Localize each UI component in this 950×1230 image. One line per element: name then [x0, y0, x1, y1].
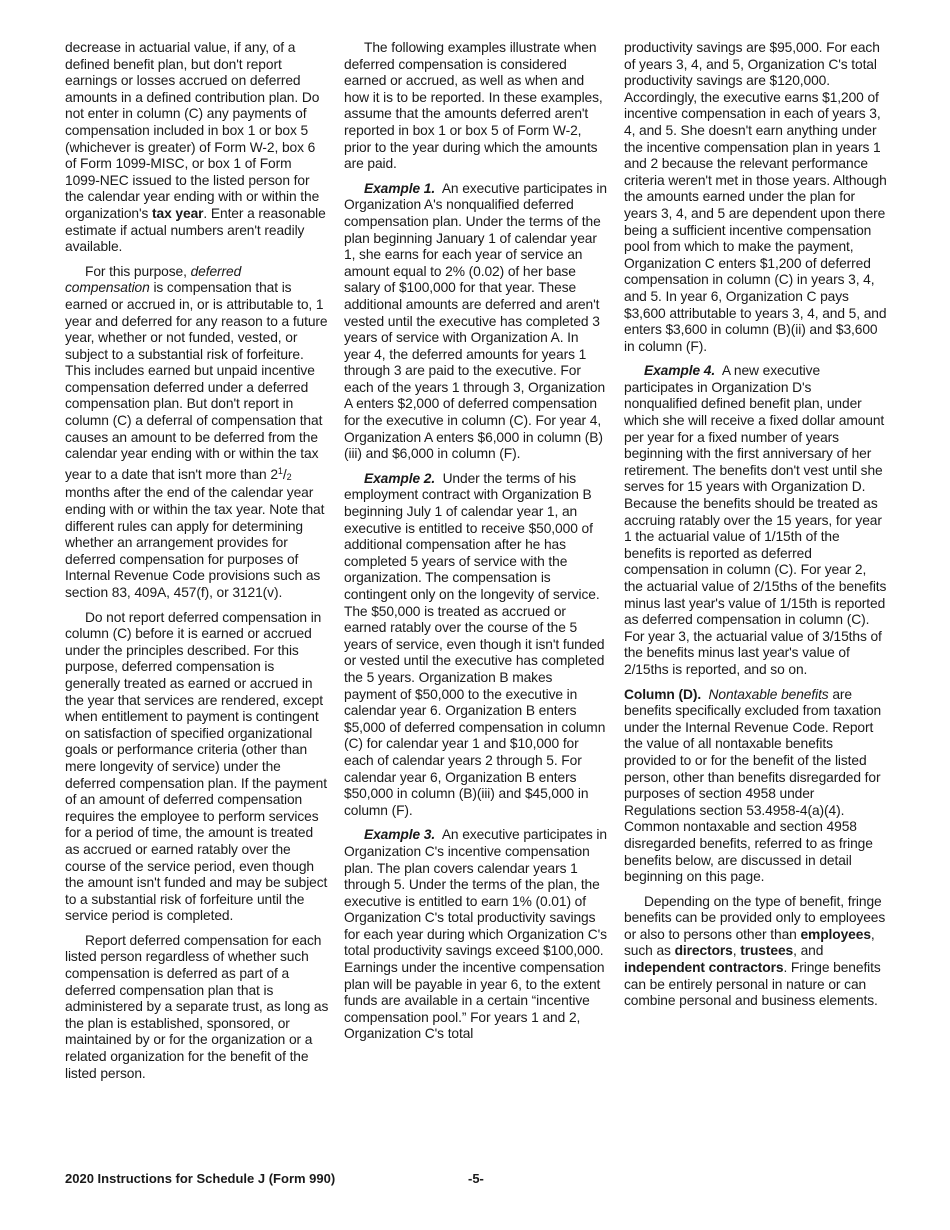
text: is compensation that is earned or accrued in, or is attributable to, 1 year and deferred for any reason to a future year, whether or not funded, vested, or subject to a substantial risk of forfeiture. This includes earned but unpaid incentive compensation deferred under a deferred compensation plan. But don't report in column (C) a deferral of compensation that causes an amount to be deferred from the calendar year ending with or within the tax year to a date that isn't more than 2: [65, 280, 328, 482]
column-d-heading: Column (D).: [624, 686, 702, 702]
paragraph-examples-intro: The following examples illustrate when deferred compensation is considered earned or accrued, as well as when and how it is to be reported. In these examples, assume that the amounts deferred aren't reported in box 1 or box 5 of Form W-2, prior to the year during which the amounts are paid.: [344, 40, 603, 172]
text: Under the terms of his employment contract with Organization B beginning July 1 of calendar year 1, an executive is entitled to receive $50,000 of additional compensation after he has completed 5 years of service with the organization. The compensation is contingent only on the longevity of service. The $50,000 is treated as accrued or earned ratably over the course of the 5 years of service, even though it isn't funded or vested until the executive has completed the 5 years. Organization B makes payment of $50,000 to the executive in calendar year 6. Organization B enters $5,000 of deferred compensation in column (C) for calendar year 1 and $10,000 for each of calendar years 2 through 5. For calendar year 6, Organization B enters $50,000 in column (B)(iii) and $45,000 in column (F).: [344, 470, 606, 818]
example-1-label: Example 1.: [364, 180, 436, 196]
text: An executive participates in Organization A's nonqualified deferred compensation plan. Under the terms of the plan beginning January 1 of calendar year 1, she earns for each year of service an amount equal to 2% (0.02) of her base salary of $100,000 for that year. These additional amounts are deferred and aren't vested until the executive has completed 3 years of service with Organization A. In year 4, the deferred amounts for years 1 through 3 are paid to the executive. For each of the years 1 through 3, Organization A enters $2,000 of deferred compensation for the executive in column (C). For year 4, Organization A enters $6,000 in column (B)(iii) and $6,000 in column (F).: [344, 180, 607, 462]
paragraph-example-1: [344, 181, 608, 463]
text: A new executive participates in Organization D's nonqualified defined benefit plan, under which she will receive a fixed dollar amount per year for a fixed number of years beginning with the first anniversary of her retirement. The benefits don't vest until she serves for 15 years with Organization D. Because the benefits should be treated as accruing ratably over the 15 years, for year 1 the actuarial value of 1/15th of the benefits is reported as deferred compensation in column (C). For year 2, the actuarial value of 2/15ths of the benefits minus last year's value of 1/15th is reported as deferred compensation in column (C). For year 3, the actuarial value of 3/15ths of the benefits minus last year's value of 2/15ths is reported, and so on.: [624, 363, 887, 677]
paragraph-example-3-continued: productivity savings are $95,000. For each of years 3, 4, and 5, Organization C's total productivity savings are $120,000. Accordingly, the executive earns $1,200 of incentive compensation in each of years 3, 4, and 5. She doesn't earn anything under the incentive compensation plan in years 1 and 2 because the relevant performance criteria weren't met in those years. Although the amounts earned under the plan for years 3, 4, and 5 are dependent upon there being a sufficient incentive compensation pool from which to make the payment, Organization C enters $1,200 of deferred compensation in column (C) in years 3, 4, and 5. In year 6, Organization C pays $3,600 attributable to years 3, 4, and 5, and enters $3,600 in column (B)(ii) and $3,600 in column (F).: [624, 40, 887, 354]
text: decrease in actuarial value, if any, of a defined benefit plan, but don't report earnings or losses accrued on deferred amounts in a defined contribution plan. Do not enter in column (C) any payments of compensation included in box 1 or box 5 (whichever is greater) of Form W-2, box 6 of Form 1099-MISC, or box 1 of Form 1099-NEC issued to the listed person for the calendar year ending with or within the organization's: [65, 40, 320, 221]
fraction-denominator: 2: [286, 471, 292, 482]
text: An executive participates in Organization C's incentive compensation plan. The plan covers calendar years 1 through 5. Under the terms of the plan, the executive is entitled to earn 1% (0.01) of Organization C's total productivity savings for each year during which Organization C's total productivity savings exceed $100,000. Earnings under the incentive compensation plan will be payable in year 6, to the extent funds are available in a certain “incentive compensation pool.” For years 1 and 2, Organization C's total: [344, 827, 607, 1042]
text: Depending on the type of benefit, fringe benefits can be provided only to employees or also to persons other than: [624, 893, 886, 942]
text: For this purpose,: [85, 263, 187, 279]
example-4-label: Example 4.: [644, 363, 716, 379]
column-3: [624, 40, 888, 1018]
paragraph-fringe-benefits: [624, 894, 888, 1010]
paragraph-do-not-report: Do not report deferred compensation in column (C) before it is earned or accrued under the principles described. For this purpose, deferred compensation is generally treated as earned or accrued in the year that services are rendered, except when entitlement to payment is contingent on satisfaction of specified organizational goals or performance criteria (other than mere longevity of service) under the deferred compensation plan. If the payment of an amount of deferred compensation requires the employee to perform services for a period of time, the amount is treated as accrued or earned ratably over the course of the service period, even though the amount isn't funded and may be subject to a substantial risk of forfeiture until the service period is completed.: [65, 609, 328, 924]
paragraph-deferred-definition: [65, 264, 329, 602]
fraction-numerator: 1: [277, 465, 283, 476]
paragraph-column-d: [624, 687, 888, 886]
term-independent-contractors: independent contractors: [624, 960, 784, 976]
example-2-label: Example 2.: [364, 470, 436, 486]
page-number: -5-: [468, 1171, 484, 1186]
term-deferred-compensation: deferred compensation: [65, 263, 242, 296]
term-directors: directors: [674, 943, 733, 959]
text: . Enter a reasonable estimate if actual numbers aren't readily available.: [65, 205, 326, 255]
paragraph-example-3: [344, 827, 608, 1043]
example-3-label: Example 3.: [364, 827, 436, 843]
term-trustees: trustees: [740, 943, 794, 959]
text: , and: [793, 943, 824, 959]
paragraph-example-2: [344, 471, 608, 819]
paragraph-report-deferred: Report deferred compensation for each listed person regardless of whether such compensation is deferred as part of a deferred compensation plan that is administered by a separate trust, as long as the plan is established, sponsored, or maintained by or for the organization or a related organization for the benefit of the listed person.: [65, 932, 329, 1081]
term-tax-year: tax year: [152, 205, 204, 221]
paragraph-deferred-intro: [65, 40, 329, 256]
term-employees: employees: [800, 926, 871, 942]
column-2: [344, 40, 608, 1051]
column-1: [65, 40, 329, 1090]
text: , such as: [624, 926, 875, 959]
text: ,: [732, 943, 737, 959]
paragraph-example-4: [624, 363, 888, 678]
text: . Fringe benefits can be entirely personal in nature or can combine personal and business elements.: [624, 960, 881, 1009]
term-nontaxable-benefits: Nontaxable benefits: [708, 686, 829, 702]
footer-title: 2020 Instructions for Schedule J (Form 990): [65, 1171, 336, 1186]
text: months after the end of the calendar year ending with or within the tax year. Note that different rules can apply for determining whether an arrangement provides for deferred compensation for purposes of Internal Revenue Code provisions such as section 83, 409A, 457(f), or 3121(v).: [65, 485, 325, 600]
fraction-slash: /: [282, 466, 287, 482]
text: are benefits specifically excluded from taxation under the Internal Revenue Code. Report the value of all nontaxable benefits provided to or for the benefit of the listed person, other than benefits disregarded for purposes of section 4958 under Regulations section 53.4958-4(a)(4). Common nontaxable and section 4958 disregarded benefits, referred to as fringe benefits below, are discussed in detail beginning on this page.: [624, 686, 882, 885]
